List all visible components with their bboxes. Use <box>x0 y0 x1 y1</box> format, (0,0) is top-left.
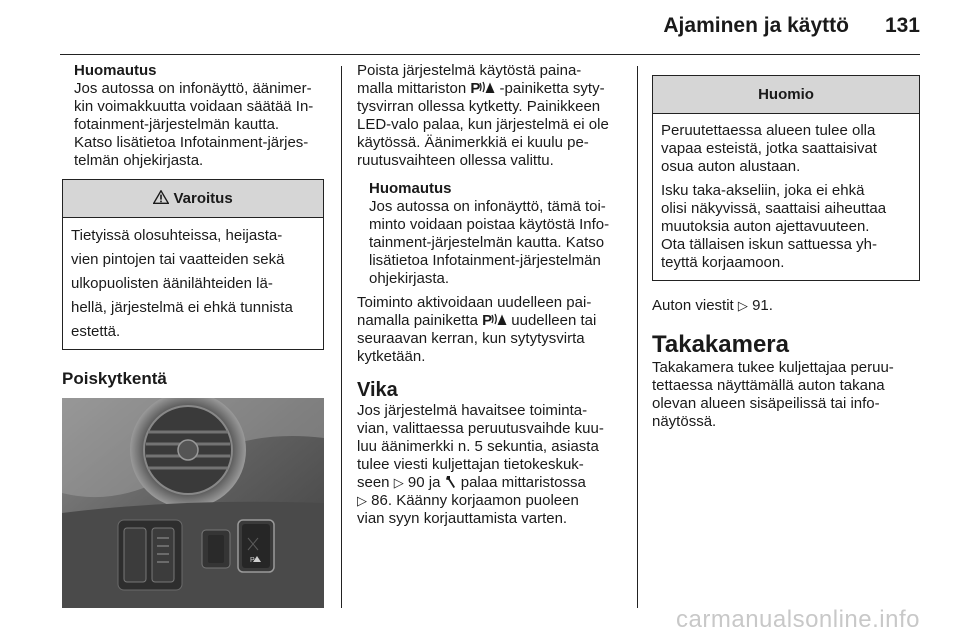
page-ref[interactable]: 91 <box>752 297 769 314</box>
note-line: ohjekirjasta. <box>369 270 450 287</box>
text-fragment: uudelleen tai <box>507 312 597 329</box>
page-number: 131 <box>884 14 920 37</box>
svg-text:P: P <box>250 557 255 564</box>
text-line <box>652 297 920 315</box>
text-line: Jos järjestelmä havaitsee toiminta- <box>357 402 588 419</box>
text-line: tettaessa näyttämällä auton takana <box>652 377 885 394</box>
text-line <box>357 80 623 98</box>
watermark: carmanualsonline.info <box>676 606 920 633</box>
text-fragment: -painiketta syty- <box>495 80 605 97</box>
note-line: tainment-järjestelmän kautta. Katso <box>369 234 605 251</box>
page-ref-arrow-icon: ▷ <box>393 475 404 490</box>
text-line: Poista järjestelmä käytöstä paina- <box>357 62 582 79</box>
column-divider-1 <box>341 66 342 608</box>
text-line: olevan alueen sisäpeilissä tai info- <box>652 395 880 412</box>
text-line: ruutusvaihteen ollessa valittu. <box>357 152 554 169</box>
column-3 <box>652 75 920 431</box>
caution-line: Ota tällaisen iskun sattuessa yh- <box>661 236 877 253</box>
warning-triangle-icon <box>153 190 169 204</box>
note-line: Katso lisätietoa Infotainment-järjes- <box>74 134 309 151</box>
park-assist-button-icon: P <box>470 80 495 97</box>
subheading-vika: Vika <box>357 379 398 401</box>
text-line: kytketään. <box>357 348 426 365</box>
text-line: seuraavan kerran, kun sytytysvirta <box>357 330 585 347</box>
warning-line: ulkopuolisten äänilähteiden lä- <box>71 275 273 292</box>
text-fragment: palaa mittaristossa <box>456 474 586 491</box>
text-line <box>357 312 623 330</box>
caution-line: teyttä korjaamoon. <box>661 254 785 271</box>
text-line <box>357 474 623 492</box>
dashboard-switch-photo <box>62 398 324 608</box>
text-fragment: ja <box>424 474 445 491</box>
text-line: vian, valittaessa peruutusvaihde kuu- <box>357 420 604 437</box>
page-ref-arrow-icon: ▷ <box>357 493 367 508</box>
note-block <box>62 62 324 170</box>
column-2 <box>357 62 623 528</box>
text-line: käytössä. Äänimerkkiä ei kuulu pe- <box>357 134 589 151</box>
heading-takakamera: Takakamera <box>652 331 789 358</box>
note-line: kin voimakkuutta voidaan säätää In- <box>74 98 314 115</box>
note-line: fotainment-järjestelmän kautta. <box>74 116 280 133</box>
warning-header <box>63 180 323 218</box>
warning-body <box>63 218 323 349</box>
caution-line: olisi näkyvissä, saattaisi aiheuttaa <box>661 200 887 217</box>
page-ref[interactable]: 90 <box>407 474 425 491</box>
note-block <box>357 180 623 288</box>
caution-line: vapaa esteistä, jotka saattaisivat <box>661 140 877 157</box>
note-line: Jos autossa on infonäyttö, tämä toi- <box>369 198 606 215</box>
warning-line: Tietyissä olosuhteissa, heijasta- <box>71 227 283 244</box>
note-line: lisätietoa Infotainment-järjestelmän <box>369 252 601 269</box>
note-line: telmän ohjekirjasta. <box>74 152 204 169</box>
text-line: näytössä. <box>652 413 717 430</box>
warning-title: Varoitus <box>173 190 233 207</box>
note-line: minto voidaan poistaa käytöstä Info- <box>369 216 610 233</box>
warning-box <box>62 179 324 350</box>
text-fragment: Auton viestit <box>652 297 738 314</box>
note-title: Huomautus <box>74 62 157 79</box>
caution-line: osua auton alustaan. <box>661 158 801 175</box>
caution-box <box>652 75 920 281</box>
caution-body <box>653 114 919 280</box>
text-fragment: seen <box>357 474 394 491</box>
column-divider-2 <box>637 66 638 608</box>
wrench-icon <box>445 475 457 489</box>
caution-line: muutoksia auton ajettavuuteen. <box>661 218 870 235</box>
note-line: Jos autossa on infonäyttö, äänimer- <box>74 80 312 97</box>
warning-line: vien pintojen tai vaatteiden sekä <box>71 251 285 268</box>
text-line: LED-valo palaa, kun järjestelmä ei ole <box>357 116 609 133</box>
caution-para-1 <box>661 122 911 176</box>
warning-line: estettä. <box>71 323 121 340</box>
caution-line: Peruutettaessa alueen tulee olla <box>661 122 876 139</box>
page-header <box>663 14 920 44</box>
page-ref-arrow-icon: ▷ <box>737 298 748 313</box>
text-fragment: malla mittariston <box>357 80 471 97</box>
text-line <box>357 492 623 510</box>
text-fragment: . Käänny korjaamon puoleen <box>387 492 579 509</box>
page-ref[interactable]: 86 <box>371 492 388 509</box>
text-line: tysvirran ollessa kytketty. Painikkeen <box>357 98 601 115</box>
caution-line: Isku taka-akseliin, joka ei ehkä <box>661 182 865 199</box>
text-fragment: . <box>768 297 773 314</box>
note-title: Huomautus <box>369 180 452 197</box>
caution-para-2 <box>661 182 911 272</box>
text-line: vian syyn korjauttamista varten. <box>357 510 568 527</box>
header-title: Ajaminen ja käyttö <box>663 14 849 37</box>
text-line: Takakamera tukee kuljettajaa peruu- <box>652 359 894 376</box>
caution-header: Huomio <box>653 76 919 114</box>
text-line: Toiminto aktivoidaan uudelleen pai- <box>357 294 592 311</box>
text-line: luu äänimerkki n. 5 sekuntia, asiasta <box>357 438 599 455</box>
text-fragment: namalla painiketta <box>357 312 483 329</box>
header-rule <box>60 54 920 55</box>
warning-line: hellä, järjestelmä ei ehkä tunnista <box>71 299 293 316</box>
park-assist-button-icon: P <box>482 312 507 329</box>
column-1 <box>62 62 324 608</box>
section-title: Poiskytkentä <box>62 369 167 388</box>
text-line: tulee viesti kuljettajan tietokeskuk- <box>357 456 584 473</box>
